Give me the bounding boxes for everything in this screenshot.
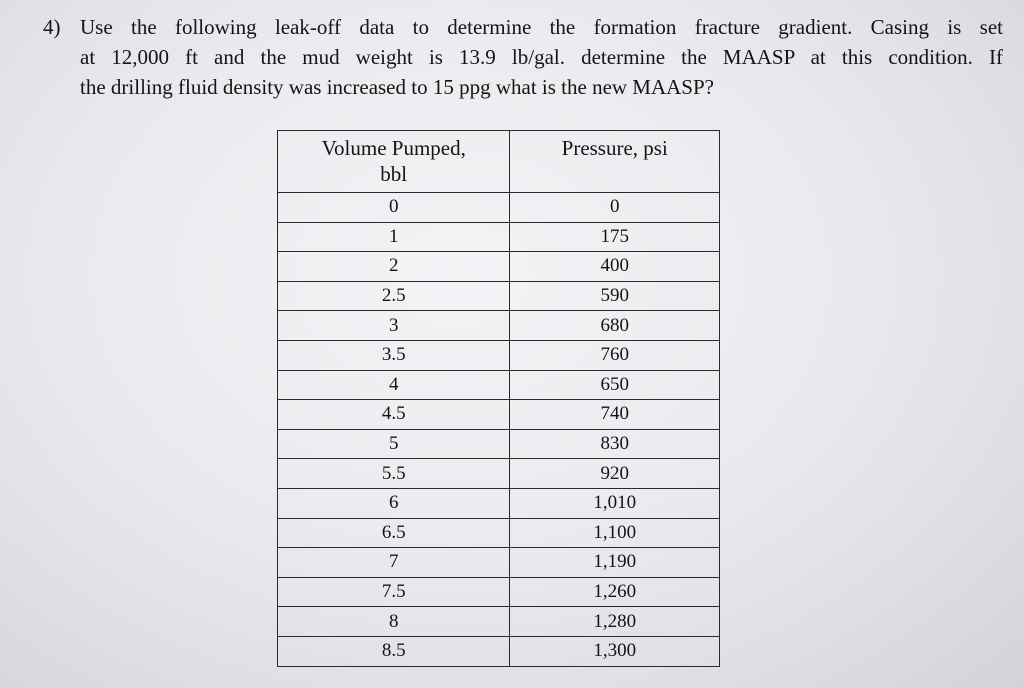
- pressure-cell: 1,010: [510, 488, 720, 518]
- table-row: [278, 281, 720, 311]
- pressure-header: [510, 131, 720, 193]
- pressure-cell: 1,100: [510, 518, 720, 548]
- volume-cell: 6.5: [278, 518, 510, 548]
- pressure-cell: 650: [510, 370, 720, 400]
- leak-off-data-table: [277, 130, 720, 667]
- volume-cell: 7.5: [278, 577, 510, 607]
- pressure-cell: 175: [510, 222, 720, 252]
- volume-cell: 8: [278, 607, 510, 637]
- volume-cell: 6: [278, 488, 510, 518]
- volume-cell: 7: [278, 548, 510, 578]
- volume-pumped-header: [278, 131, 510, 193]
- pressure-cell: 1,190: [510, 548, 720, 578]
- pressure-cell: 400: [510, 252, 720, 282]
- pressure-cell: 680: [510, 311, 720, 341]
- problem-line: the drilling fluid density was increased to 15 ppg what is the new MAASP?: [80, 75, 714, 99]
- volume-cell: 8.5: [278, 636, 510, 666]
- pressure-cell: 1,300: [510, 636, 720, 666]
- table-row: [278, 222, 720, 252]
- header-line: bbl: [380, 162, 408, 186]
- table-header-row: [278, 131, 720, 193]
- volume-cell: 2: [278, 252, 510, 282]
- problem-line: at 12,000 ft and the mud weight is 13.9 lb/gal. determine the MAASP at this condition. If: [80, 45, 1003, 69]
- table-row: [278, 459, 720, 489]
- table-row: [278, 429, 720, 459]
- table-row: [278, 340, 720, 370]
- volume-cell: 5.5: [278, 459, 510, 489]
- problem-statement: [43, 12, 1003, 102]
- table-row: [278, 548, 720, 578]
- volume-cell: 3: [278, 311, 510, 341]
- table-row: [278, 400, 720, 430]
- problem-line: Use the following leak-off data to determine the formation fracture gradient. Casing is set: [80, 15, 1003, 39]
- table-row: [278, 193, 720, 223]
- volume-cell: 0: [278, 193, 510, 223]
- table-body: [278, 193, 720, 667]
- volume-cell: 4.5: [278, 400, 510, 430]
- table-row: [278, 607, 720, 637]
- volume-cell: 4: [278, 370, 510, 400]
- table-row: [278, 311, 720, 341]
- pressure-cell: 1,280: [510, 607, 720, 637]
- table-row: [278, 636, 720, 666]
- table-row: [278, 577, 720, 607]
- volume-cell: 3.5: [278, 340, 510, 370]
- volume-cell: 1: [278, 222, 510, 252]
- header-line: Volume Pumped,: [321, 136, 466, 160]
- pressure-cell: 0: [510, 193, 720, 223]
- table-row: [278, 370, 720, 400]
- pressure-cell: 760: [510, 340, 720, 370]
- problem-number: 4): [43, 15, 61, 39]
- volume-cell: 5: [278, 429, 510, 459]
- pressure-cell: 740: [510, 400, 720, 430]
- table-row: [278, 518, 720, 548]
- pressure-cell: 590: [510, 281, 720, 311]
- header-line: Pressure, psi: [561, 136, 668, 160]
- table-row: [278, 488, 720, 518]
- pressure-cell: 920: [510, 459, 720, 489]
- pressure-cell: 830: [510, 429, 720, 459]
- volume-cell: 2.5: [278, 281, 510, 311]
- table-row: [278, 252, 720, 282]
- pressure-cell: 1,260: [510, 577, 720, 607]
- problem-text: [80, 12, 1003, 102]
